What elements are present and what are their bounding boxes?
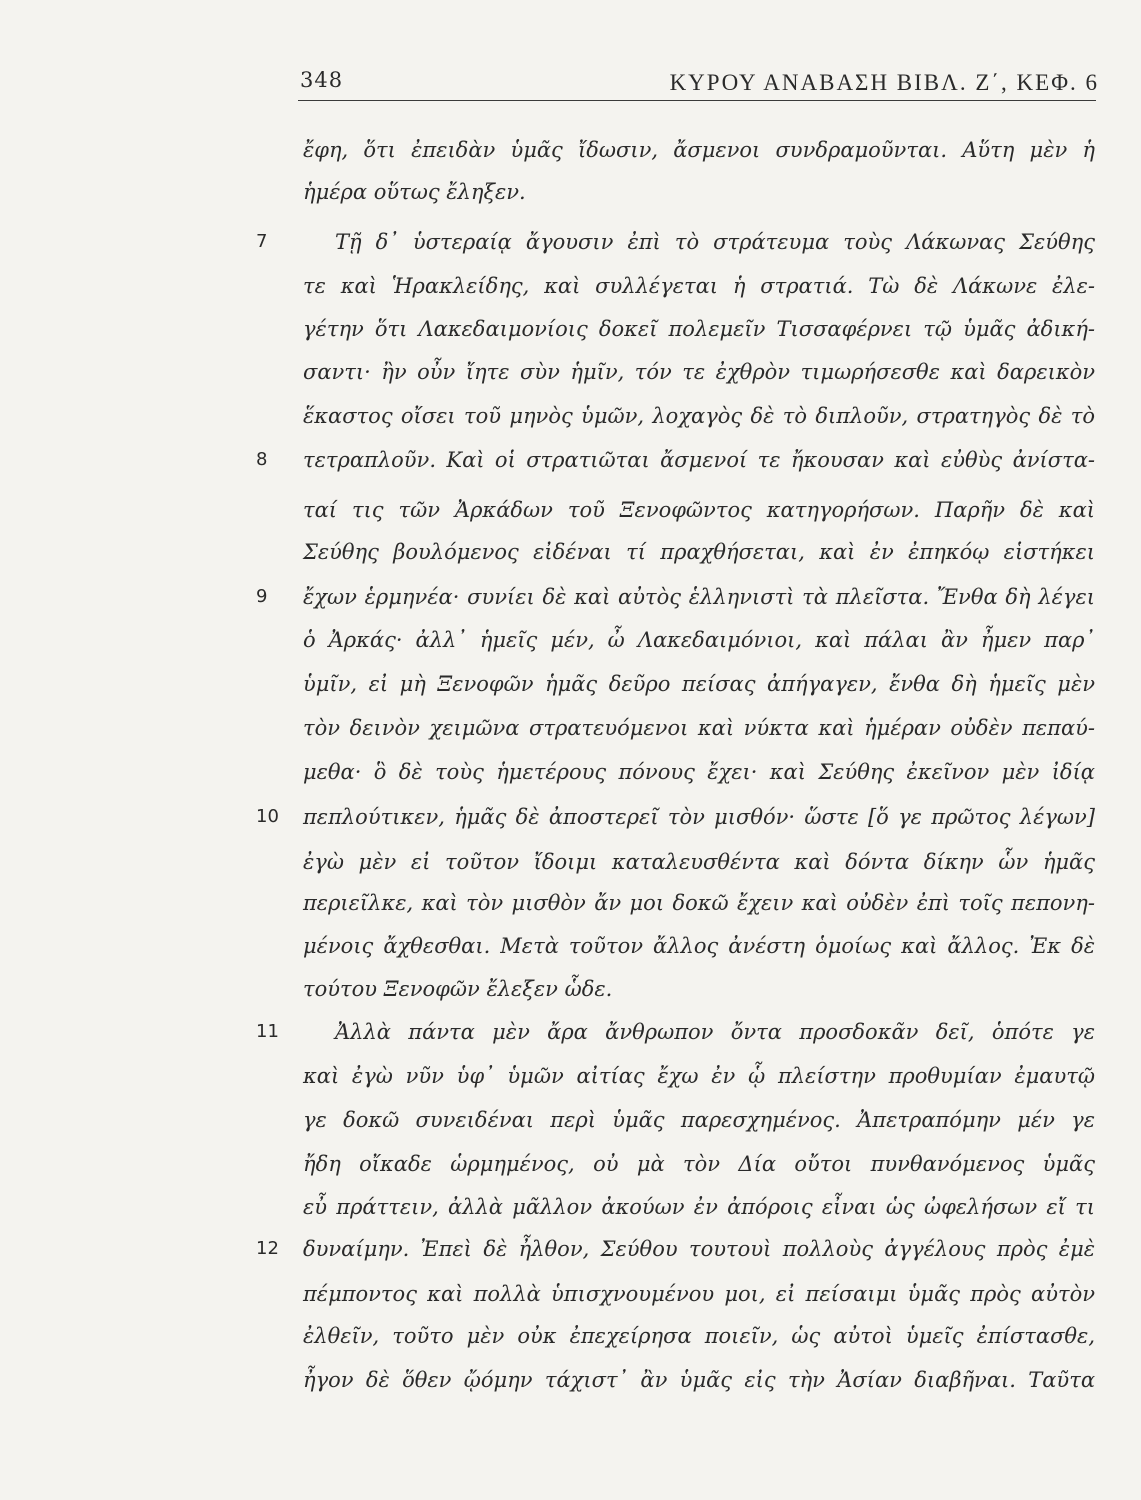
text-line: εὖ πράττειν, ἀλλὰ μᾶλλον ἀκούων ἐν ἀπόροις εἶναι ὡς ὠφελήσων εἴ τι <box>303 1195 1095 1219</box>
section-number-7: 7 <box>256 231 268 252</box>
text-line: τετραπλοῦν. Καὶ οἱ στρατιῶται ἄσμενοί τε ἤκουσαν καὶ εὐθὺς ἀνίστα- <box>303 448 1095 472</box>
section-number-10: 10 <box>256 806 279 827</box>
text-line: σαντι· ἢν οὖν ἴητε σὺν ἡμῖν, τόν τε ἐχθρὸν τιμωρήσεσθε καὶ δαρεικὸν <box>303 360 1095 384</box>
text-line: τὸν δεινὸν χειμῶνα στρατευόμενοι καὶ νύκτα καὶ ἡμέραν οὐδὲν πεπαύ- <box>303 716 1095 740</box>
section-number-12: 12 <box>256 1238 279 1259</box>
text-line: δυναίμην. Ἐπεὶ δὲ ἦλθον, Σεύθου τουτουὶ πολλοὺς ἀγγέλους πρὸς ἐμὲ <box>303 1237 1095 1261</box>
header-rule <box>298 100 1096 101</box>
section-number-9: 9 <box>256 586 268 607</box>
text-line: γέτην ὅτι Λακεδαιμονίοις δοκεῖ πολεμεῖν Τισσαφέρνει τῷ ὑμᾶς ἀδική- <box>303 317 1095 341</box>
text-line: ἐγὼ μὲν εἰ τοῦτον ἴδοιμι καταλευσθέντα καὶ δόντα δίκην ὧν ἡμᾶς <box>303 850 1095 874</box>
text-line: ἔχων ἑρμηνέα· συνίει δὲ καὶ αὐτὸς ἑλληνιστὶ τὰ πλεῖστα. Ἔνθα δὴ λέγει <box>303 585 1095 609</box>
page-number: 348 <box>300 68 344 92</box>
text-line: καὶ ἐγὼ νῦν ὑφ᾽ ὑμῶν αἰτίας ἔχω ἐν ᾧ πλείστην προθυμίαν ἐμαυτῷ <box>303 1064 1095 1088</box>
running-head: ΚΥΡΟΥ ΑΝΑΒΑΣΗ ΒΙΒΛ. Ζ΄, ΚΕΦ. 6 <box>669 70 1099 95</box>
text-line: πέμποντος καὶ πολλὰ ὑπισχνουμένου μοι, εἰ πείσαιμι ὑμᾶς πρὸς αὐτὸν <box>303 1282 1095 1306</box>
text-line: τε καὶ Ἡρακλείδης, καὶ συλλέγεται ἡ στρατιά. Τὼ δὲ Λάκωνε ἐλε- <box>303 274 1095 298</box>
text-line: ἦγον δὲ ὅθεν ᾤόμην τάχιστ᾽ ἂν ὑμᾶς εἰς τὴν Ἀσίαν διαβῆναι. Ταῦτα <box>303 1368 1095 1392</box>
text-line: μεθα· ὃ δὲ τοὺς ἡμετέρους πόνους ἔχει· καὶ Σεύθης ἐκεῖνον μὲν ἰδίᾳ <box>303 760 1095 784</box>
section-number-11: 11 <box>256 1021 279 1042</box>
text-line: τούτου Ξενοφῶν ἔλεξεν ὧδε. <box>303 977 613 1001</box>
text-line: Ἀλλὰ πάντα μὲν ἄρα ἄνθρωπον ὄντα προσδοκᾶν δεῖ, ὁπότε γε <box>335 1020 1095 1044</box>
text-line: ὑμῖν, εἰ μὴ Ξενοφῶν ἡμᾶς δεῦρο πείσας ἀπήγαγεν, ἔνθα δὴ ἡμεῖς μὲν <box>303 672 1095 696</box>
text-line: μένοις ἄχθεσθαι. Μετὰ τοῦτον ἄλλος ἀνέστη ὁμοίως καὶ ἄλλος. Ἐκ δὲ <box>303 934 1095 958</box>
text-line: ἤδη οἴκαδε ὡρμημένος, οὐ μὰ τὸν Δία οὔτοι πυνθανόμενος ὑμᾶς <box>303 1152 1095 1176</box>
text-line: πεπλούτικεν, ἡμᾶς δὲ ἀποστερεῖ τὸν μισθόν· ὥστε [ὅ γε πρῶτος λέγων] <box>303 805 1095 829</box>
text-line: γε δοκῶ συνειδέναι περὶ ὑμᾶς παρεσχημένος. Ἀπετραπόμην μέν γε <box>303 1108 1095 1132</box>
text-line: ἕκαστος οἴσει τοῦ μηνὸς ὑμῶν, λοχαγὸς δὲ τὸ διπλοῦν, στρατηγὸς δὲ τὸ <box>303 404 1095 428</box>
text-line: ἔφη, ὅτι ἐπειδὰν ὑμᾶς ἴδωσιν, ἄσμενοι συνδραμοῦνται. Αὕτη μὲν ἡ <box>303 138 1095 162</box>
text-line: ὁ Ἀρκάς· ἀλλ᾽ ἡμεῖς μέν, ὦ Λακεδαιμόνιοι, καὶ πάλαι ἂν ἦμεν παρ᾽ <box>303 628 1095 652</box>
text-line: ἐλθεῖν, τοῦτο μὲν οὐκ ἐπεχείρησα ποιεῖν, ὡς αὐτοὶ ὑμεῖς ἐπίστασθε, <box>303 1324 1095 1348</box>
text-line: ταί τις τῶν Ἀρκάδων τοῦ Ξενοφῶντος κατηγορήσων. Παρῆν δὲ καὶ <box>303 498 1095 522</box>
text-line: Σεύθης βουλόμενος εἰδέναι τί πραχθήσεται, καὶ ἐν ἐπηκόῳ εἱστήκει <box>303 540 1095 564</box>
text-line: ἡμέρα οὕτως ἔληξεν. <box>303 180 526 204</box>
section-number-8: 8 <box>256 449 268 470</box>
text-line: Τῇ δ᾽ ὑστεραίᾳ ἄγουσιν ἐπὶ τὸ στράτευμα τοὺς Λάκωνας Σεύθης <box>335 230 1095 254</box>
text-line: περιεῖλκε, καὶ τὸν μισθὸν ἄν μοι δοκῶ ἔχειν καὶ οὐδὲν ἐπὶ τοῖς πεπονη- <box>303 891 1095 915</box>
